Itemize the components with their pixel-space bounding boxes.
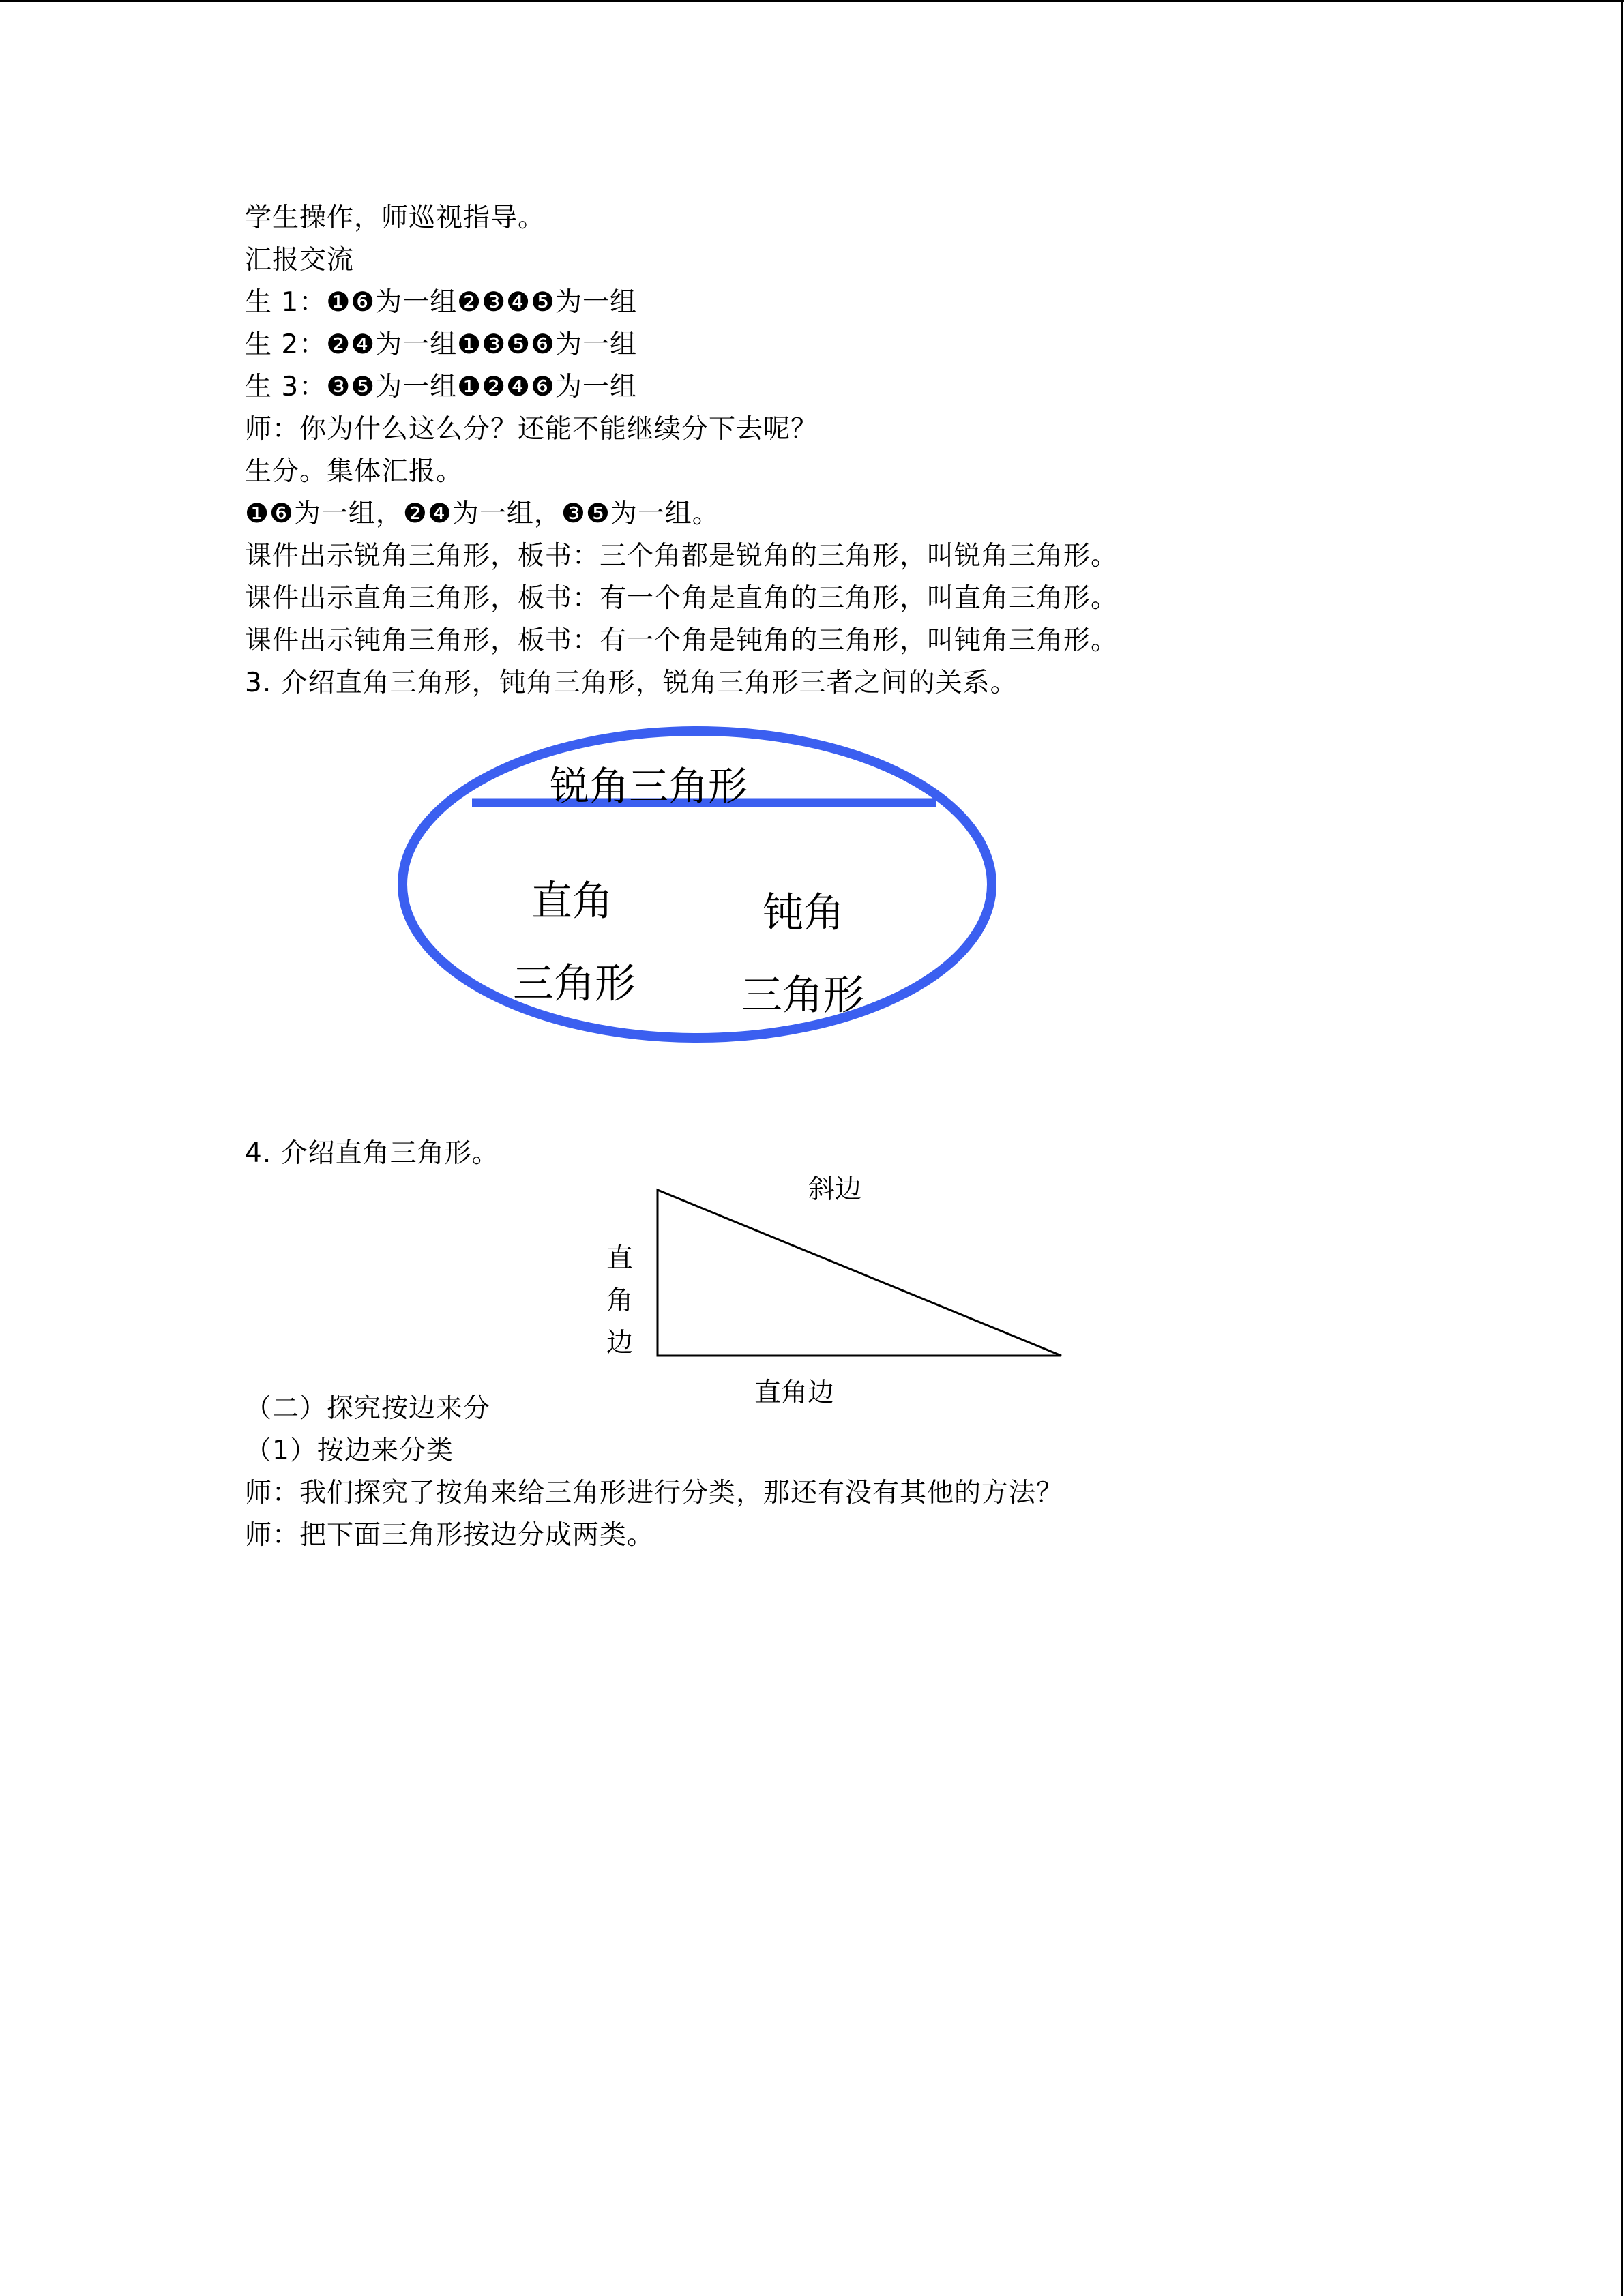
text-line: 生 2：❷❹为一组❶❸❺❻为一组 [245,329,637,360]
right-triangle-diagram [587,1159,1091,1418]
page-top-border [0,0,1624,2]
horizontal-leg-label: 直角边 [754,1377,835,1408]
obtuse-triangle-label-2: 三角形 [741,972,864,1019]
text-line: 师：我们探究了按角来给三角形进行分类，那还有没有其他的方法？ [245,1478,1064,1508]
right-triangle-label-1: 直角 [531,878,613,925]
text-line: 学生操作，师巡视指导。 [245,203,546,233]
text-line: 课件出示钝角三角形，板书：有一个角是钝角的三角形，叫钝角三角形。 [245,625,1119,656]
page-right-border [1621,0,1623,2296]
vertical-leg-label-1: 直 [606,1243,634,1274]
vertical-leg-label-3: 边 [606,1328,634,1358]
text-line: （二）探究按边来分 [245,1393,491,1424]
vertical-leg-label-2: 角 [606,1285,634,1316]
text-line: 生 1：❶❻为一组❷❸❹❺为一组 [245,287,637,318]
text-line: 汇报交流 [245,245,355,275]
text-line: ❶❻为一组，❷❹为一组，❸❺为一组。 [245,498,720,529]
text-line: 师：你为什么这么分？还能不能继续分下去呢？ [245,414,818,445]
outer-label: 锐角三角形 [550,763,748,809]
text-line: 课件出示锐角三角形，板书：三个角都是锐角的三角形，叫锐角三角形。 [245,541,1119,571]
text-line: 生 3：❸❺为一组❶❷❹❻为一组 [245,372,637,402]
right-triangle [658,1190,1061,1356]
right-triangle-label-2: 三角形 [513,960,636,1008]
obtuse-triangle-label-1: 钝角 [763,889,844,937]
triangle-relation-diagram [389,719,1003,1054]
section-heading: 3. 介绍直角三角形，钝角三角形，锐角三角形三者之间的关系。 [245,668,1018,698]
text-line: 生分。集体汇报。 [245,456,464,487]
text-line: 师：把下面三角形按边分成两类。 [245,1520,655,1551]
hypotenuse-label: 斜边 [808,1174,862,1205]
text-line: 课件出示直角三角形，板书：有一个角是直角的三角形，叫直角三角形。 [245,583,1119,614]
section-heading: 4. 介绍直角三角形。 [245,1138,499,1169]
text-line: （1）按边来分类 [245,1435,454,1466]
